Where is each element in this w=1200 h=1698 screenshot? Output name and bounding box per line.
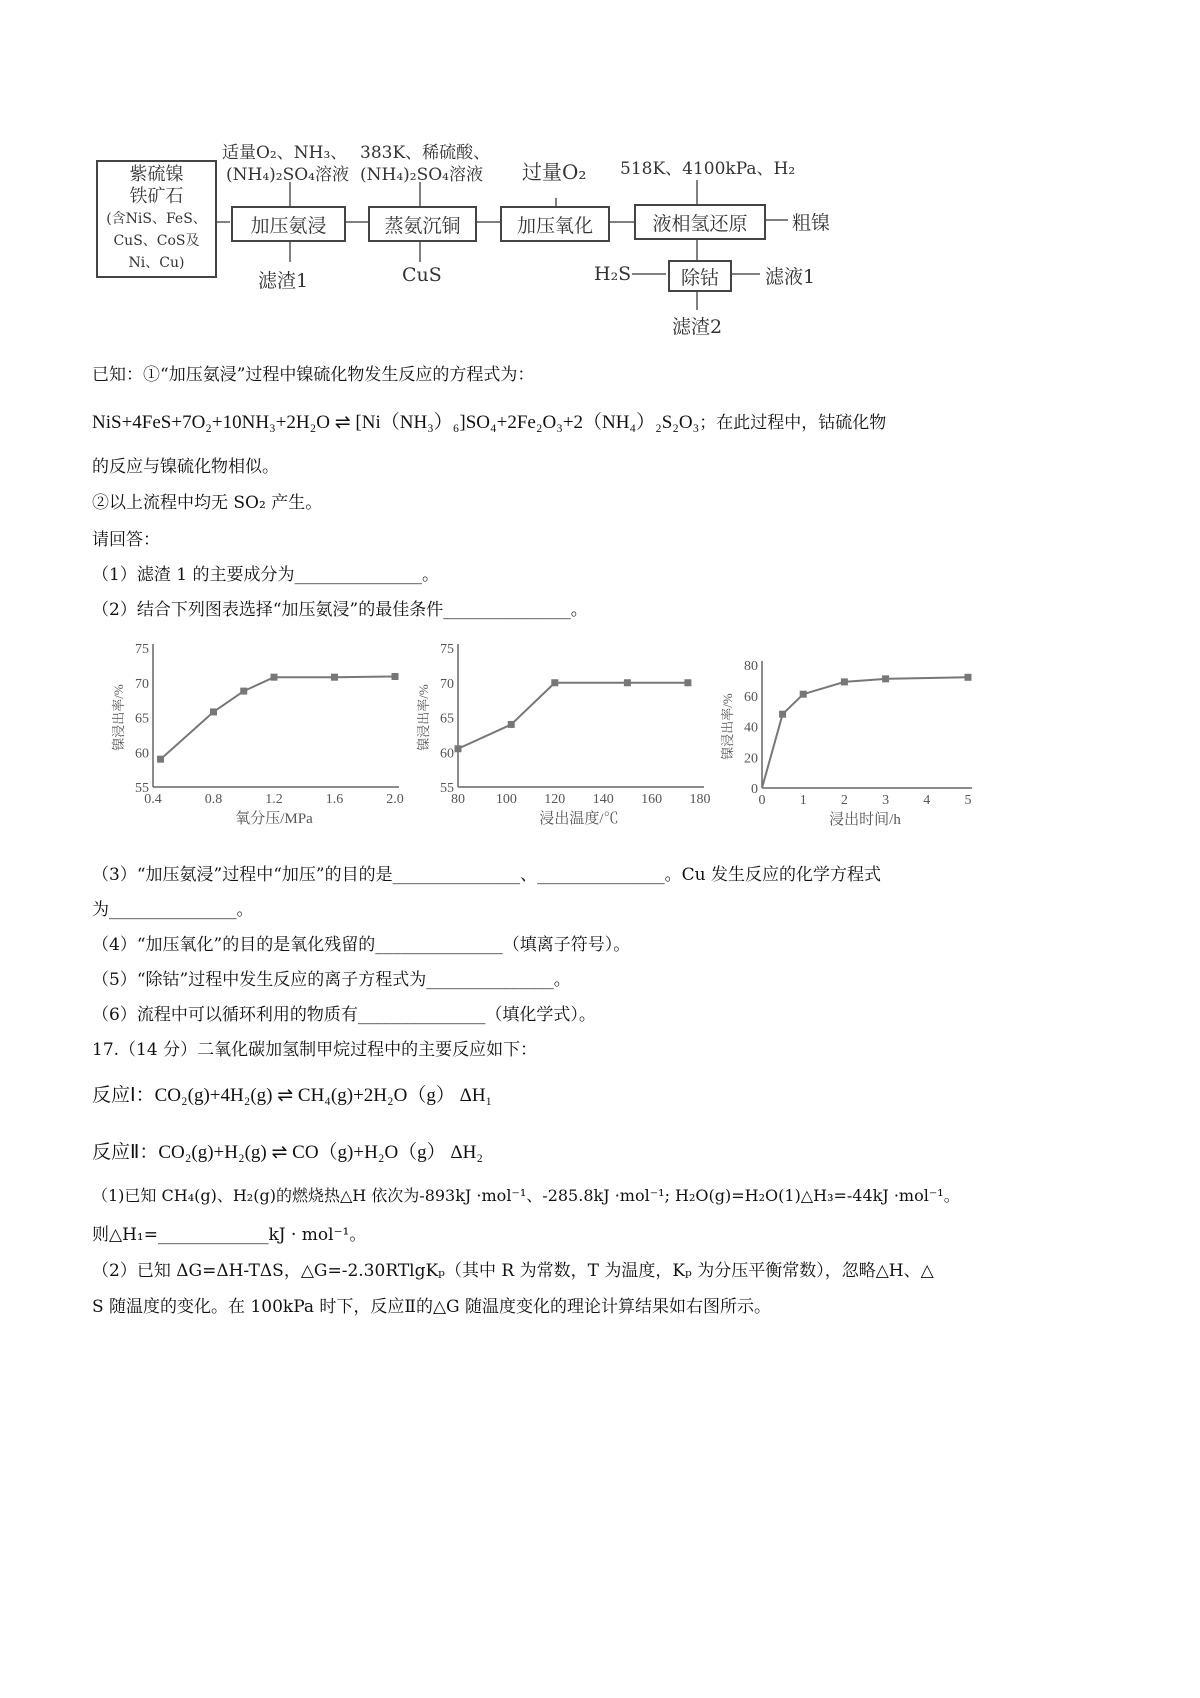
ore-box [96,160,217,278]
leaching-charts [0,630,1200,840]
step-cobalt-removal: 除钴 [668,260,732,292]
ore-composition: (含NiS、FeS、 [106,211,207,227]
y-tick-label: 80 [744,659,758,674]
x-tick-label: 1.6 [325,792,344,807]
data-point [157,756,164,763]
data-point [882,675,889,682]
x-axis-title: 浸出时间/h [829,812,901,828]
x-tick-label: 4 [923,793,931,808]
y-tick-label: 70 [440,676,454,692]
known-2: ②以上流程中均无 SO₂ 产生。 [92,493,323,513]
question-2: （2）结合下列图表选择“加压氨浸”的最佳条件_______________。 [92,600,588,620]
y-tick-label: 70 [135,676,149,692]
equation-tail: ；在此过程中，钴硫化物 [699,413,887,432]
equation-1 [92,407,886,434]
data-point [551,679,558,686]
data-point [800,691,807,698]
question-1: （1）滤渣 1 的主要成分为_______________。 [92,565,439,585]
y-tick-label: 40 [744,720,758,736]
series-line [161,676,395,759]
input-label: 518K、4100kPa、H₂ [620,159,796,179]
x-tick-label: 120 [544,792,566,807]
input-label: (NH₄)₂SO₄溶液 [226,165,349,185]
question-17: 17.（14 分）二氧化碳加氢制甲烷过程中的主要反应如下： [92,1040,538,1060]
sub-question-1: （1)已知 CH₄(g)、H₂(g)的燃烧热△H 依次为-893kJ ·mol⁻¹、-285.8kJ ·mol⁻¹; H₂O(g)=H₂O(1)△H₃=-44kJ ·mol⁻¹。 [92,1186,960,1205]
data-point [965,674,972,681]
output-label: 滤渣1 [258,270,309,292]
y-tick-label: 20 [744,751,758,767]
sub-question-1-cont: 则△H₁=_____________kJ · mol⁻¹。 [92,1225,367,1245]
output-label: 滤液1 [765,266,816,288]
x-tick-label: 180 [689,792,711,807]
ore-name: 铁矿石 [129,186,184,207]
step-ammonia-leach: 加压氨浸 [231,206,346,242]
x-tick-label: 0.8 [204,792,223,807]
data-point [240,688,247,695]
data-point [508,721,515,728]
input-label: (NH₄)₂SO₄溶液 [360,165,483,185]
reaction-1: 反应Ⅰ：CO₂(g)+4H₂(g) ⇌ CH₄(g)+2H₂O（g） ΔH₁ [92,1085,493,1106]
x-tick-label: 3 [882,793,890,808]
series-line [458,683,688,749]
x-tick-label: 80 [451,792,465,807]
x-tick-label: 160 [641,792,663,807]
data-point [779,711,786,718]
data-point [392,673,399,680]
input-label: 适量O₂、NH₃、 [222,143,348,163]
x-tick-label: 1 [799,793,807,808]
data-point [684,679,691,686]
x-tick-label: 5 [964,793,972,808]
ore-name: 紫硫镍 [129,164,184,185]
y-tick-label: 60 [135,746,149,762]
y-tick-label: 60 [744,689,758,705]
y-tick-label: 0 [751,782,758,797]
x-tick-label: 0 [758,793,766,808]
input-label: 383K、稀硫酸、 [360,143,491,163]
ask-label: 请回答： [92,530,160,550]
x-tick-label: 2 [840,793,848,808]
y-tick-label: 60 [440,746,454,762]
input-label: 过量O₂ [522,160,587,184]
ore-composition: CuS、CoS及 [113,233,200,249]
y-tick-label: 75 [440,642,454,657]
output-label: 滤渣2 [672,316,723,338]
y-axis-title: 镍浸出率/% [111,684,126,751]
step-pressure-oxidation: 加压氧化 [500,206,610,242]
question-5: （5）“除钴”过程中发生反应的离子方程式为_______________。 [92,970,571,990]
data-point [841,678,848,685]
question-6: （6）流程中可以循环利用的物质有_______________（填化学式）。 [92,1005,596,1025]
x-tick-label: 100 [495,792,517,807]
y-axis-title: 镍浸出率/% [720,693,735,760]
data-point [271,674,278,681]
y-tick-label: 65 [440,711,454,727]
y-tick-label: 75 [135,642,149,657]
x-axis-title: 氧分压/MPa [235,811,313,827]
y-tick-label: 55 [135,781,149,796]
data-point [210,708,217,715]
x-tick-label: 0.4 [144,792,162,807]
x-tick-label: 1.2 [265,792,283,807]
ore-composition: Ni、Cu) [128,255,185,271]
question-3: （3）“加压氨浸”过程中“加压”的目的是_______________、_______________。Cu 发生反应的化学方程式 [92,865,881,885]
step-ammonia-copper: 蒸氨沉铜 [368,206,477,242]
series-line [762,677,968,788]
known-1: 已知：①“加压氨浸”过程中镍硫化物发生反应的方程式为： [92,365,535,385]
question-4: （4）“加压氧化”的目的是氧化残留的_______________（填离子符号）。 [92,935,631,955]
x-tick-label: 2.0 [386,792,404,807]
sub-question-2-cont: S 随温度的变化。在 100kPa 时下，反应Ⅱ的△G 随温度变化的理论计算结果如右图所示。 [92,1297,772,1317]
equation-continuation: 的反应与镍硫化物相似。 [92,457,279,477]
output-label: CuS [402,264,442,286]
x-axis-title: 浸出温度/℃ [539,811,619,827]
reaction-2: 反应Ⅱ：CO₂(g)+H₂(g) ⇌ CO（g)+H₂O（g） ΔH₂ [92,1142,483,1163]
data-point [331,674,338,681]
y-axis-title: 镍浸出率/% [416,684,431,751]
question-3-cont: 为_______________。 [92,900,254,920]
sub-question-2: （2）已知 ΔG=ΔH-TΔS，△G=-2.30RTlgKₚ（其中 R 为常数，T 为温度，Kₚ 为分压平衡常数），忽略△H、△ [92,1261,934,1281]
y-tick-label: 55 [440,781,454,796]
step-hydrogen-reduction: 液相氢还原 [634,204,766,240]
y-tick-label: 65 [135,711,149,727]
input-label: H₂S [594,263,632,285]
equation-text: NiS+4FeS+7O₂+10NH₃+2H₂O ⇌ [Ni（NH₃）₆]SO₄+2Fe₂O₃+2（NH₄）₂S₂O₃ [92,412,700,433]
output-label: 粗镍 [792,212,831,234]
x-tick-label: 140 [592,792,614,807]
data-point [455,745,462,752]
data-point [624,679,631,686]
